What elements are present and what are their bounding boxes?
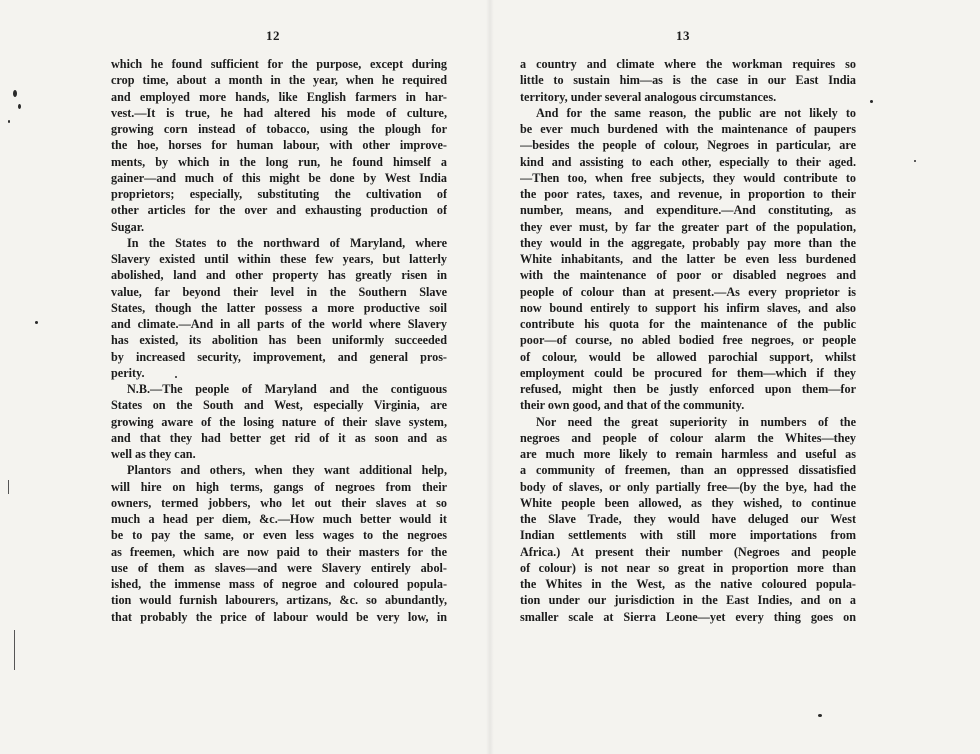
text-line: which he found sufficient for the purpose, except during — [111, 57, 447, 71]
text-line: smaller scale at Sierra Leone—yet every thing goes on — [520, 609, 856, 624]
text-line: —besides the people of colour, Negroes in particular, are — [520, 138, 856, 153]
text-line: a country and climate where the workman requires so — [520, 57, 856, 71]
text-line: Africa.) At present their number (Negroes and people — [520, 544, 856, 559]
right-page-text — [520, 56, 856, 625]
text-line: ished, the immense mass of negroe and coloured popula- — [111, 577, 447, 591]
text-line: negroes and people of colour alarm the Whites—they — [520, 430, 856, 445]
scan-edge-mark — [14, 630, 15, 670]
text-line: tion would furnish labourers, artizans, &c. so abundantly, — [111, 593, 447, 608]
text-line: as freemen, which are now paid to their masters for the — [111, 544, 447, 559]
text-line: number, means, and expenditure.—And constituting, as — [520, 203, 856, 218]
text-line: growing aware of the losing nature of their slave system, — [111, 414, 447, 429]
scan-speck — [818, 714, 822, 717]
text-line: little to sustain him—as is the case in our East India — [520, 73, 856, 88]
text-line: crop time, about a month in the year, when he required — [111, 73, 447, 88]
text-line: the Whites in the West, as the native coloured popula- — [520, 577, 856, 591]
text-line: tion under our jurisdiction in the East Indies, and on a — [520, 593, 856, 608]
text-line: owners, termed jobbers, who let out their slaves at so — [111, 495, 447, 510]
text-line: Slavery existed until within these few years, but latterly — [111, 252, 447, 266]
text-line: well as they can. — [111, 447, 196, 461]
text-line: and employed more hands, like English farmers in har- — [111, 89, 447, 104]
text-line: gainer—and much of this might be done by West India — [111, 170, 447, 185]
scan-speck — [175, 376, 177, 378]
text-line: States, though the latter possess a more productive soil — [111, 300, 447, 315]
text-line: people of colour than at present.—As every proprietor is — [520, 284, 856, 299]
text-line: and that they had better get rid of it as soon and as — [111, 430, 447, 445]
text-line: now bound entirely to support his infirm slaves, and also — [520, 300, 856, 315]
text-line: growing corn instead of tobacco, using the plough for — [111, 122, 447, 136]
text-line: Nor need the great superiority in numbers of the — [536, 414, 856, 429]
scan-speck — [13, 90, 17, 97]
text-line: be ever much burdened with the maintenance of paupers — [520, 122, 856, 136]
text-line: In the States to the northward of Maryland, where — [127, 235, 447, 250]
left-page-number: 12 — [266, 28, 280, 43]
text-line: are much more likely to remain harmless and useful as — [520, 447, 856, 461]
text-line: the hoe, horses for human labour, with other improve- — [111, 138, 447, 153]
text-line: abolished, land and other property has greatly risen in — [111, 268, 447, 283]
text-line: Sugar. — [111, 219, 145, 234]
text-line: other articles for the over and exhausting production of — [111, 203, 447, 218]
text-line: and climate.—And in all parts of the world where Slavery — [111, 317, 447, 331]
text-line: be to pay the same, or even less wages to the negroes — [111, 528, 447, 543]
text-line: by increased security, improvement, and general pros- — [111, 349, 447, 364]
text-line: States on the South and West, especially Virginia, are — [111, 398, 447, 413]
scan-speck — [914, 160, 916, 162]
text-line: that probably the price of labour would be very low, in — [111, 609, 447, 624]
scan-speck — [8, 120, 10, 123]
text-line: proprietors; especially, substituting the cultivation of — [111, 187, 447, 201]
text-line: much a head per diem, &c.—How much better would it — [111, 512, 447, 526]
right-page-number: 13 — [676, 28, 690, 43]
text-line: of colour, would be allowed parochial support, whilst — [520, 349, 856, 364]
text-line: poor—of course, no abled bodied free negroes, or people — [520, 333, 856, 348]
text-line: White inhabitants, and the latter be even less burdened — [520, 252, 856, 266]
scan-edge-mark — [8, 480, 9, 494]
text-line: employment could be procured for them—which if they — [520, 365, 856, 380]
text-line: perity. — [111, 365, 145, 380]
scan-speck — [35, 321, 38, 324]
text-line: —Then too, when free subjects, they would contribute to — [520, 170, 856, 185]
text-line: White people been allowed, as they wished, to continue — [520, 495, 856, 510]
text-line: will hire on high terms, gangs of negroes from their — [111, 479, 447, 494]
right-page — [490, 0, 980, 754]
text-line: a community of freemen, than an oppressed dissatisfied — [520, 463, 856, 478]
text-line: vest.—It is true, he had altered his mode of culture, — [111, 105, 447, 120]
text-line: they ever must, by far the greater part of the population, — [520, 219, 856, 234]
text-line: with the maintenance of poor or disabled negroes and — [520, 268, 856, 283]
text-line: kind and assisting to each other, especially to their aged. — [520, 154, 856, 169]
text-line: Indian settlements with still more importations from — [520, 528, 856, 543]
scan-speck — [18, 104, 21, 109]
text-line: Plantors and others, when they want additional help, — [127, 463, 447, 478]
text-line: they would in the aggregate, probably pay more than the — [520, 235, 856, 250]
text-line: And for the same reason, the public are not likely to — [536, 105, 856, 120]
text-line: their own good, and that of the community. — [520, 398, 745, 413]
text-line: the Slave Trade, they would have deluged our West — [520, 512, 856, 526]
text-line: value, far beyond their level in the Southern Slave — [111, 284, 447, 299]
scan-speck — [870, 100, 873, 103]
text-line: has existed, its abolition has been uniformly succeeded — [111, 333, 447, 348]
text-line: use of them as slaves—and were Slavery entirely abol- — [111, 560, 447, 575]
text-line: body of slaves, or only partially free—(by the bye, had the — [520, 479, 856, 494]
text-line: of colour) is not near so great in proportion more than — [520, 560, 856, 575]
left-page-text — [111, 56, 447, 625]
text-line: refused, might then be justly enforced upon them—for — [520, 382, 856, 396]
text-line: contribute his quota for the maintenance of the public — [520, 317, 856, 331]
text-line: ments, by which in the long run, he found himself a — [111, 154, 447, 169]
text-line: N.B.—The people of Maryland and the contiguous — [127, 382, 447, 396]
text-line: territory, under several analogous circumstances. — [520, 89, 777, 104]
text-line: the poor rates, taxes, and revenue, in proportion to their — [520, 187, 856, 201]
